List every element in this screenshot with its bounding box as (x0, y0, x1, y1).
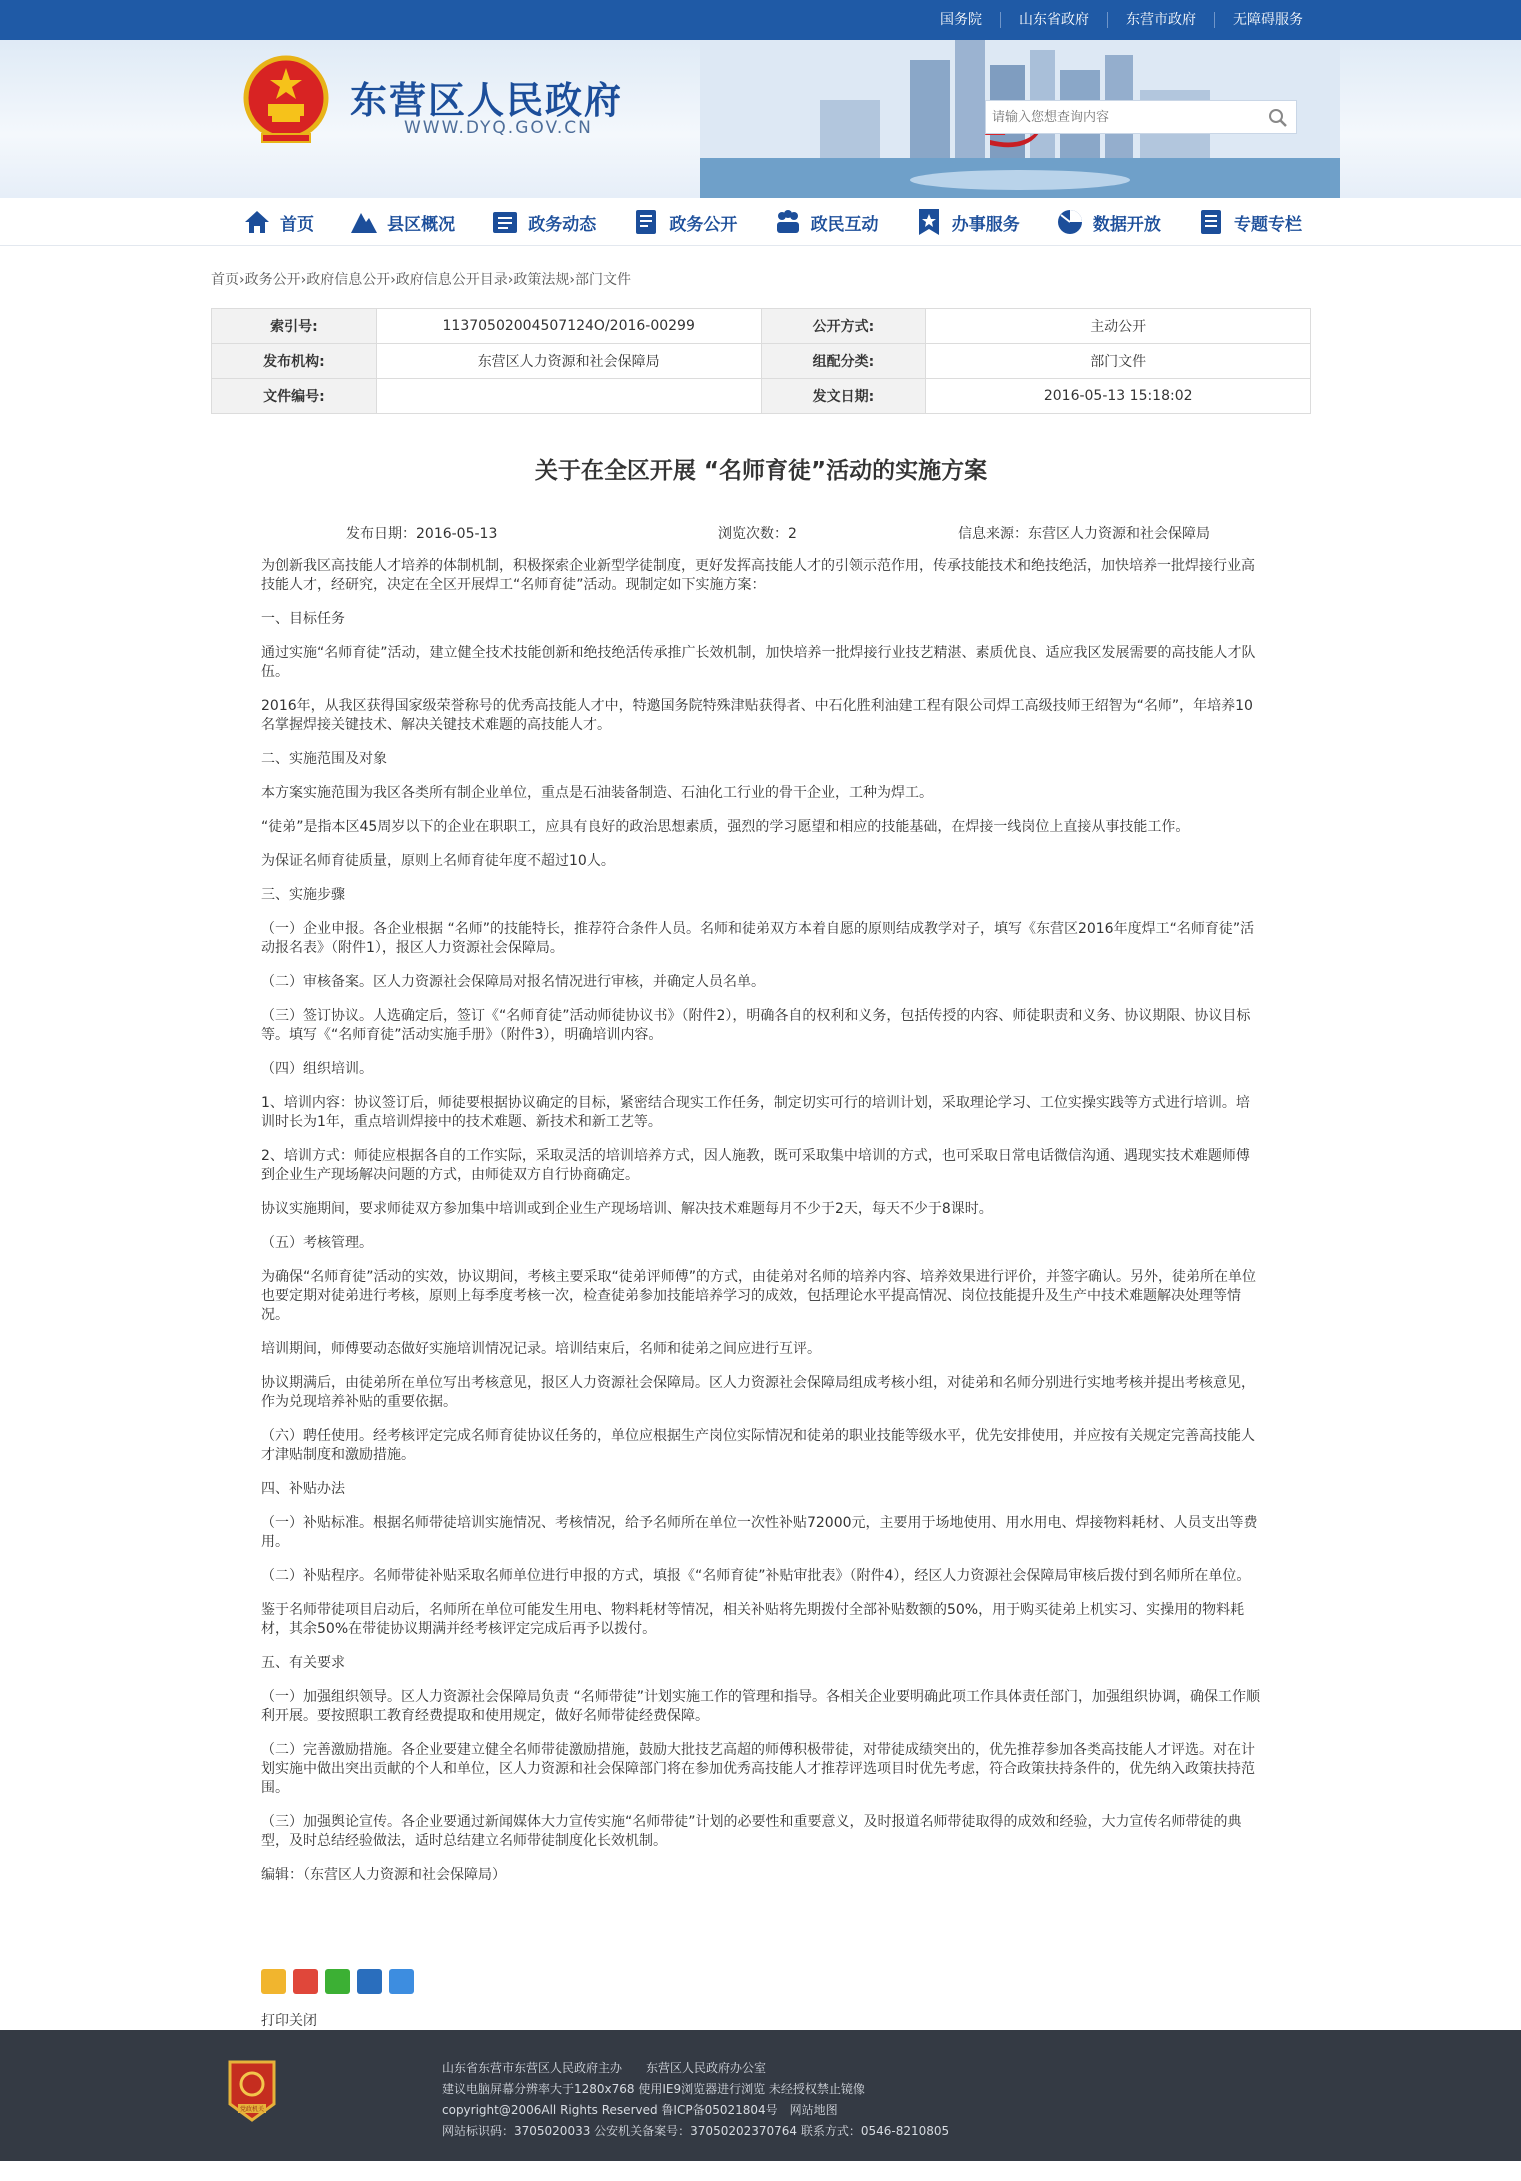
site-url: WWW.DYQ.GOV.CN (404, 118, 593, 138)
nav-interaction[interactable] (773, 207, 879, 237)
org-value: 东营区人力资源和社会保障局 (376, 344, 761, 379)
info-source: 信息来源：东营区人力资源和社会保障局 (958, 526, 1210, 542)
top-bar (0, 0, 1521, 40)
pie-icon (1055, 207, 1085, 237)
article-body (261, 557, 1261, 1900)
top-links (922, 0, 1321, 40)
top-link-dongying[interactable]: 东营市政府 (1107, 12, 1214, 28)
paragraph: 协议实施期间，要求师徒双方参加集中培训或到企业生产现场培训、解决技术难题每月不少于2天，每天不少于8课时。 (261, 1201, 993, 1217)
paragraph: 为保证名师育徒质量，原则上名师育徒年度不超过10人。 (261, 853, 615, 869)
paragraph: 通过实施“名师育徒”活动，建立健全技术技能创新和绝技绝活传承推广长效机制，加快培养一批焊接行业技艺精湛、素质优良、适应我区发展需要的高技能人才队伍。 (261, 645, 1256, 680)
wechat-share-icon[interactable] (325, 1969, 350, 1994)
search-input[interactable] (986, 101, 1256, 133)
paragraph: （四）组织培训。 (261, 1061, 373, 1077)
index-label: 索引号: (212, 309, 377, 344)
paragraph: 协议期满后，由徒弟所在单位写出考核意见，报区人力资源社会保障局。区人力资源社会保障局组成考核小组，对徒弟和名师分别进行实地考核并提出考核意见，作为兑现培养补贴的重要依据。 (261, 1375, 1255, 1410)
header-banner (0, 40, 1521, 198)
footer-line: 网站标识码：3705020033 公安机关备案号：37050202370764 联系方式：0546-8210805 (442, 2124, 950, 2138)
nav-news[interactable] (490, 207, 596, 237)
national-emblem-icon (242, 54, 330, 146)
org-label: 发布机构: (212, 344, 377, 379)
more-share-icon[interactable] (389, 1969, 414, 1994)
paragraph: 培训期间，师傅要动态做好实施培训情况记录。培训结束后，名师和徒弟之间应进行互评。 (261, 1341, 821, 1357)
article-info (211, 523, 1311, 543)
paragraph: 本方案实施范围为我区各类所有制企业单位，重点是石油装备制造、石油化工行业的骨干企业，工种为焊工。 (261, 785, 933, 801)
main-nav (0, 198, 1521, 246)
editor-note: 编辑：（东营区人力资源和社会保障局） (261, 1867, 506, 1883)
nav-home[interactable] (242, 207, 314, 237)
breadcrumb[interactable]: 首页›政务公开›政府信息公开›政府信息公开目录›政策法规›部门文件 (211, 272, 631, 288)
mode-value: 主动公开 (926, 309, 1311, 344)
nav-label: 专题专栏 (1233, 214, 1302, 235)
paragraph: 鉴于名师带徒项目启动后，名师所在单位可能发生用电、物料耗材等情况，相关补贴将先期拨付全部补贴数额的50%，用于购买徒弟上机实习、实操用的物料耗材，其余50%在带徒协议期满并经考核评定完成后再予以拨付。 (261, 1602, 1245, 1637)
paragraph: 2016年，从我区获得国家级荣誉称号的优秀高技能人才中，特邀国务院特殊津贴获得者、中石化胜利油建工程有限公司焊工高级技师王绍智为“名师”，年培养10名掌握焊接关键技术、解决关键技术难题的高技能人才。 (261, 698, 1253, 733)
paragraph: （二）审核备案。区人力资源社会保障局对报名情况进行审核，并确定人员名单。 (261, 974, 765, 990)
list-icon (490, 207, 520, 237)
paragraph: （六）聘任使用。经考核评定完成名师育徒协议任务的，单位应根据生产岗位实际情况和徒弟的职业技能等级水平，优先安排使用，并应按有关规定完善高技能人才津贴制度和激励措施。 (261, 1428, 1255, 1463)
date-label: 发文日期: (761, 379, 926, 414)
party-gov-logo-icon[interactable] (226, 2060, 278, 2122)
document-icon (631, 207, 661, 237)
top-link-shandong[interactable]: 山东省政府 (1000, 12, 1107, 28)
nav-special[interactable] (1196, 207, 1302, 237)
footer-text (442, 2058, 949, 2142)
renren-share-icon[interactable] (357, 1969, 382, 1994)
paragraph: （一）补贴标准。根据名师带徒培训实施情况、考核情况，给予名师所在单位一次性补贴72000元，主要用于场地使用、用水用电、焊接物料耗材、人员支出等费用。 (261, 1515, 1258, 1550)
qzone-share-icon[interactable] (261, 1969, 286, 1994)
nav-label: 数据开放 (1092, 214, 1161, 235)
mode-label: 公开方式: (761, 309, 926, 344)
index-value: 11370502004507124O/2016-00299 (376, 309, 761, 344)
nav-label: 政务公开 (669, 214, 738, 235)
view-count: 浏览次数：2 (718, 526, 797, 542)
home-icon (242, 207, 272, 237)
info-table (211, 308, 1311, 414)
nav-public[interactable] (631, 207, 737, 237)
paragraph: （二）补贴程序。名师带徒补贴采取名师单位进行申报的方式，填报《“名师育徒”补贴审批表》（附件4），经区人力资源社会保障局审核后拨付到名师所在单位。 (261, 1568, 1251, 1584)
paragraph: （三）加强舆论宣传。各企业要通过新闻媒体大力宣传实施“名师带徒”计划的必要性和重要意义，及时报道名师带徒取得的成效和经验，大力宣传名师带徒的典型，及时总结经验做法，适时总结建立名师带徒制度化长效机制。 (261, 1814, 1242, 1849)
paragraph: 为创新我区高技能人才培养的体制机制，积极探索企业新型学徒制度，更好发挥高技能人才的引领示范作用，传承技能技术和绝技绝活，加快培养一批焊接行业高技能人才，经研究，决定在全区开展焊工“名师育徒”活动。现制定如下实施方案： (261, 558, 1255, 593)
paragraph: “徒弟”是指本区45周岁以下的企业在职职工，应具有良好的政治思想素质，强烈的学习愿望和相应的技能基础，在焊接一线岗位上直接从事技能工作。 (261, 819, 1190, 835)
star-bookmark-icon (914, 207, 944, 237)
footer (0, 2030, 1521, 2161)
notes-icon (1196, 207, 1226, 237)
paragraph: （一）加强组织领导。区人力资源社会保障局负责 “名师带徒”计划实施工作的管理和指导。各相关企业要明确此项工作具体责任部门，加强组织协调，确保工作顺利开展。要按照职工教育经费提取和使用规定，做好名师带徒经费保障。 (261, 1689, 1260, 1724)
section-heading: 四、补贴办法 (261, 1481, 345, 1497)
paragraph: 为确保“名师育徒”活动的实效，协议期间，考核主要采取“徒弟评师傅”的方式，由徒弟对名师的培养内容、培养效果进行评价，并签字确认。另外，徒弟所在单位也要定期对徒弟进行考核，原则上每季度考核一次，检查徒弟参加技能培养学习的成效，包括理论水平提高情况、岗位技能提升及生产中技术难题解决处理等情况。 (261, 1269, 1257, 1323)
section-heading: 二、实施范围及对象 (261, 751, 387, 767)
top-link-accessibility[interactable]: 无障碍服务 (1214, 12, 1321, 28)
share-bar (261, 1969, 414, 1994)
footer-line[interactable]: copyright@2006All Rights Reserved 鲁ICP备05021804号 网站地图 (442, 2103, 838, 2117)
docno-value (376, 379, 761, 414)
footer-line: 建议电脑屏幕分辨率大于1280x768 使用IE9浏览器进行浏览 未经授权禁止镜像 (442, 2082, 865, 2096)
table-row (212, 379, 1311, 414)
mountain-icon (349, 207, 379, 237)
section-heading: 一、目标任务 (261, 611, 345, 627)
table-row (212, 309, 1311, 344)
site-title: 东营区人民政府 (350, 78, 623, 122)
docno-label: 文件编号: (212, 379, 377, 414)
nav-label: 县区概况 (387, 214, 456, 235)
section-heading: 五、有关要求 (261, 1655, 345, 1671)
paragraph: 1、培训内容：协议签订后，师徒要根据协议确定的目标，紧密结合现实工作任务，制定切实可行的培训计划，采取理论学习、工位实操实践等方式进行培训。培训时长为1年，重点培训焊接中的技术难题、新技术和新工艺等。 (261, 1095, 1250, 1130)
people-icon (773, 207, 803, 237)
section-heading: 三、实施步骤 (261, 887, 345, 903)
table-row (212, 344, 1311, 379)
search-box (985, 100, 1297, 134)
category-value: 部门文件 (926, 344, 1311, 379)
top-link-state-council[interactable]: 国务院 (940, 12, 982, 28)
publish-date: 发布日期：2016-05-13 (346, 526, 498, 542)
date-value: 2016-05-13 15:18:02 (926, 379, 1311, 414)
nav-label: 办事服务 (951, 214, 1020, 235)
paragraph: （三）签订协议。人选确定后，签订《“名师育徒”活动师徒协议书》（附件2），明确各自的权利和义务，包括传授的内容、师徒职责和义务、协议期限、协议目标等。填写《“名师育徒”活动实施手册》（附件3），明确培训内容。 (261, 1008, 1251, 1043)
category-label: 组配分类: (761, 344, 926, 379)
nav-label: 政务动态 (528, 214, 597, 235)
logo-caption: 党政机关 (239, 2106, 265, 2113)
paragraph: （五）考核管理。 (261, 1235, 373, 1251)
nav-label: 政民互动 (810, 214, 879, 235)
footer-line: 山东省东营市东营区人民政府主办 东营区人民政府办公室 (442, 2061, 767, 2075)
paragraph: （二）完善激励措施。各企业要建立健全名师带徒激励措施，鼓励大批技艺高超的师傅积极带徒，对带徒成绩突出的，优先推荐参加各类高技能人才评选。对在计划实施中做出突出贡献的个人和单位，区人力资源和社会保障部门将在参加优秀高技能人才推荐评选项目时优先考虑，符合政策扶持条件的，优先纳入政策扶持范围。 (261, 1742, 1255, 1796)
paragraph: （一）企业申报。各企业根据 “名师”的技能特长，推荐符合条件人员。名师和徒弟双方本着自愿的原则结成教学对子，填写《东营区2016年度焊工“名师育徒”活动报名表》（附件1），报区人力资源社会保障局。 (261, 921, 1255, 956)
print-close-link[interactable]: 打印关闭 (261, 2013, 317, 2029)
nav-data[interactable] (1055, 207, 1161, 237)
paragraph: 2、培训方式：师徒应根据各自的工作实际，采取灵活的培训培养方式，因人施教，既可采取集中培训的方式，也可采取日常电话微信沟通、遇现实技术难题师傅到企业生产现场解决问题的方式，由师徒双方自行协商确定。 (261, 1148, 1250, 1183)
weibo-share-icon[interactable] (293, 1969, 318, 1994)
search-icon[interactable] (1268, 108, 1288, 128)
nav-services[interactable] (914, 207, 1020, 237)
nav-label: 首页 (280, 214, 314, 235)
article-title: 关于在全区开展 “名师育徒”活动的实施方案 (534, 458, 988, 484)
nav-overview[interactable] (349, 207, 455, 237)
